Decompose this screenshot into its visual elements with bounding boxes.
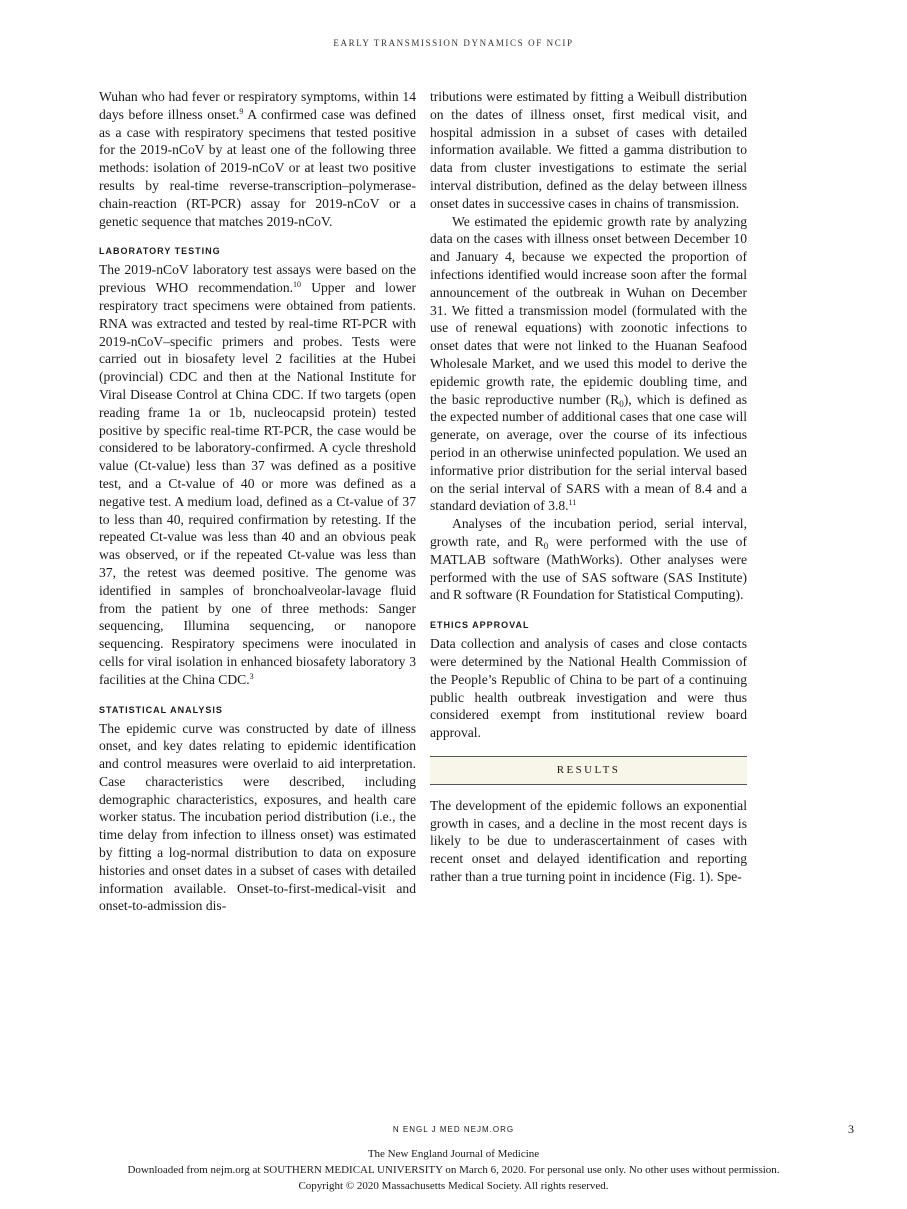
copyright-note: Copyright © 2020 Massachusetts Medical Society. All rights reserved. <box>298 1180 609 1192</box>
page-number: 3 <box>848 1122 854 1136</box>
distribution-paragraph: tributions were estimated by fitting a Weibull distribution on the dates of illness onset, first medical visit, and hospital admission in a subset of cases with detailed information available. We fitted a gamma distribution to data from cluster investigations to estimate the serial interval distribution, defined as the delay between illness onset dates in successive cases in chains of transmission. <box>430 89 747 211</box>
growth-rate-paragraph: We estimated the epidemic growth rate by analyzing data on the cases with illness onset between December 10 and January 4, because we expected the proportion of infections identified would increase soon after the formal announcement of the outbreak in Wuhan on December 31. We fitted a transmission model (formulated with the use of renewal equations) with zoonotic infections to onset dates that were not linked to the Huanan Seafood Wholesale Market, and we used this model to derive the epidemic growth rate, the epidemic doubling time, and the basic reproductive number $(R_0)$, which is defined as the expected number of additional cases that one case will generate, on average, over the course of its infectious period in an otherwise uninfected population. We used an informative prior distribution for the serial interval based on the serial interval of SARS with a mean of 8.4 and a standard deviation of 3.8.11 <box>430 213 747 514</box>
citation-11: 11 <box>568 498 577 508</box>
running-head: EARLY TRANSMISSION DYNAMICS OF NCIP <box>333 38 574 48</box>
right-column <box>430 88 747 886</box>
lab-testing-heading: LABORATORY TESTING <box>99 246 221 257</box>
statistical-analysis-paragraph: The epidemic curve was constructed by date of illness onset, and key dates relating to epidemic identification and control measures were overlaid to aid interpretation. Case characteristics were described, including demographic characteristics, exposures, and health care worker status. The incubation period distribution (i.e., the time delay from infection to illness onset) was estimated by fitting a log-normal distribution to data on exposure histories and onset dates in a subset of cases with detailed information available. Onset-to-first-medical-visit and onset-to-admission dis- <box>99 720 416 914</box>
citation-3: 3 <box>249 671 254 681</box>
statistical-analysis-heading: STATISTICAL ANALYSIS <box>99 704 223 715</box>
subscript-0-b: 0 <box>543 540 549 551</box>
software-paragraph: Analyses of the incubation period, serial interval, growth rate, and $R_0$ were performed with the use of MATLAB software (MathWorks). Other analyses were performed with the use of SAS software (SAS Institute) and R software (R Foundation for Statistical Computing). <box>430 516 747 603</box>
citation-9: 9 <box>239 106 244 116</box>
download-note: Downloaded from nejm.org at SOUTHERN MEDICAL UNIVERSITY on March 6, 2020. For personal use only. No other uses without permission. <box>127 1164 780 1176</box>
footer-journal-ref: N ENGL J MED NEJM.ORG <box>392 1125 515 1134</box>
subscript-0: 0 <box>619 398 624 409</box>
left-column <box>99 88 416 915</box>
journal-name: The New England Journal of Medicine <box>367 1148 540 1160</box>
ethics-heading: ETHICS APPROVAL <box>430 620 530 631</box>
ethics-paragraph: Data collection and analysis of cases and close contacts were determined by the National Health Commission of the People’s Republic of China to be part of a continuing public health outbreak investigation and were thus considered exempt from institutional review board approval. <box>430 636 747 741</box>
results-paragraph: The development of the epidemic follows an exponential growth in cases, and a decline in the most recent days is likely to be due to underascertainment of cases with recent onset and delayed identification and reporting rather than a true turning point in incidence (Fig. 1). Spe- <box>430 797 747 885</box>
citation-10: 10 <box>293 280 302 290</box>
download-disclaimer <box>0 1146 907 1194</box>
intro-paragraph: Wuhan who had fever or respiratory symptoms, within 14 days before illness onset.$^9$ A confirmed case was defined as a case with respiratory specimens that tested positive for the 2019-nCoV by at least one of the following three methods: isolation of 2019-nCoV or at least two positive results by real-time reverse-transcription–polymerase-chain-reaction (RT-PCR) assay for 2019-nCoV or a genetic sequence that matches 2019-nCoV. <box>99 89 416 229</box>
lab-testing-paragraph: The 2019-nCoV laboratory test assays were based on the previous WHO recommendation.$^{10}$ Upper and lower respiratory tract specimens were obtained from patients. RNA was extracted and tested by real-time RT-PCR with 2019-nCoV–specific primers and probes. Tests were carried out in biosafety level 2 facilities at the Hubei (provincial) CDC and then at the National Institute for Viral Disease Control at China CDC. If two targets (open reading frame 1a or 1b, nucleocapsid protein) tested positive by specific real-time RT-PCR, the case would be considered to be laboratory-confirmed. A cycle threshold value (Ct-value) less than 37 was defined as a positive test, and a Ct-value of 40 or more was defined as a negative test. A medium load, defined as a Ct-value of 37 to less than 40, required confirmation by retesting. If the repeated Ct-value was less than 40 and an obvious peak was observed, or if the repeated Ct-value was less than 37, the retest was deemed positive. The genome was identified in samples of bronchoalveolar-lavage fluid from the patient by one of three methods: Sanger sequencing, Illumina sequencing, or nanopore sequencing. Respiratory specimens were inoculated in cells for viral isolation in enhanced biosafety laboratory 3 facilities at the China CDC.$^3$ <box>99 262 416 687</box>
results-heading: RESULTS <box>430 756 747 785</box>
